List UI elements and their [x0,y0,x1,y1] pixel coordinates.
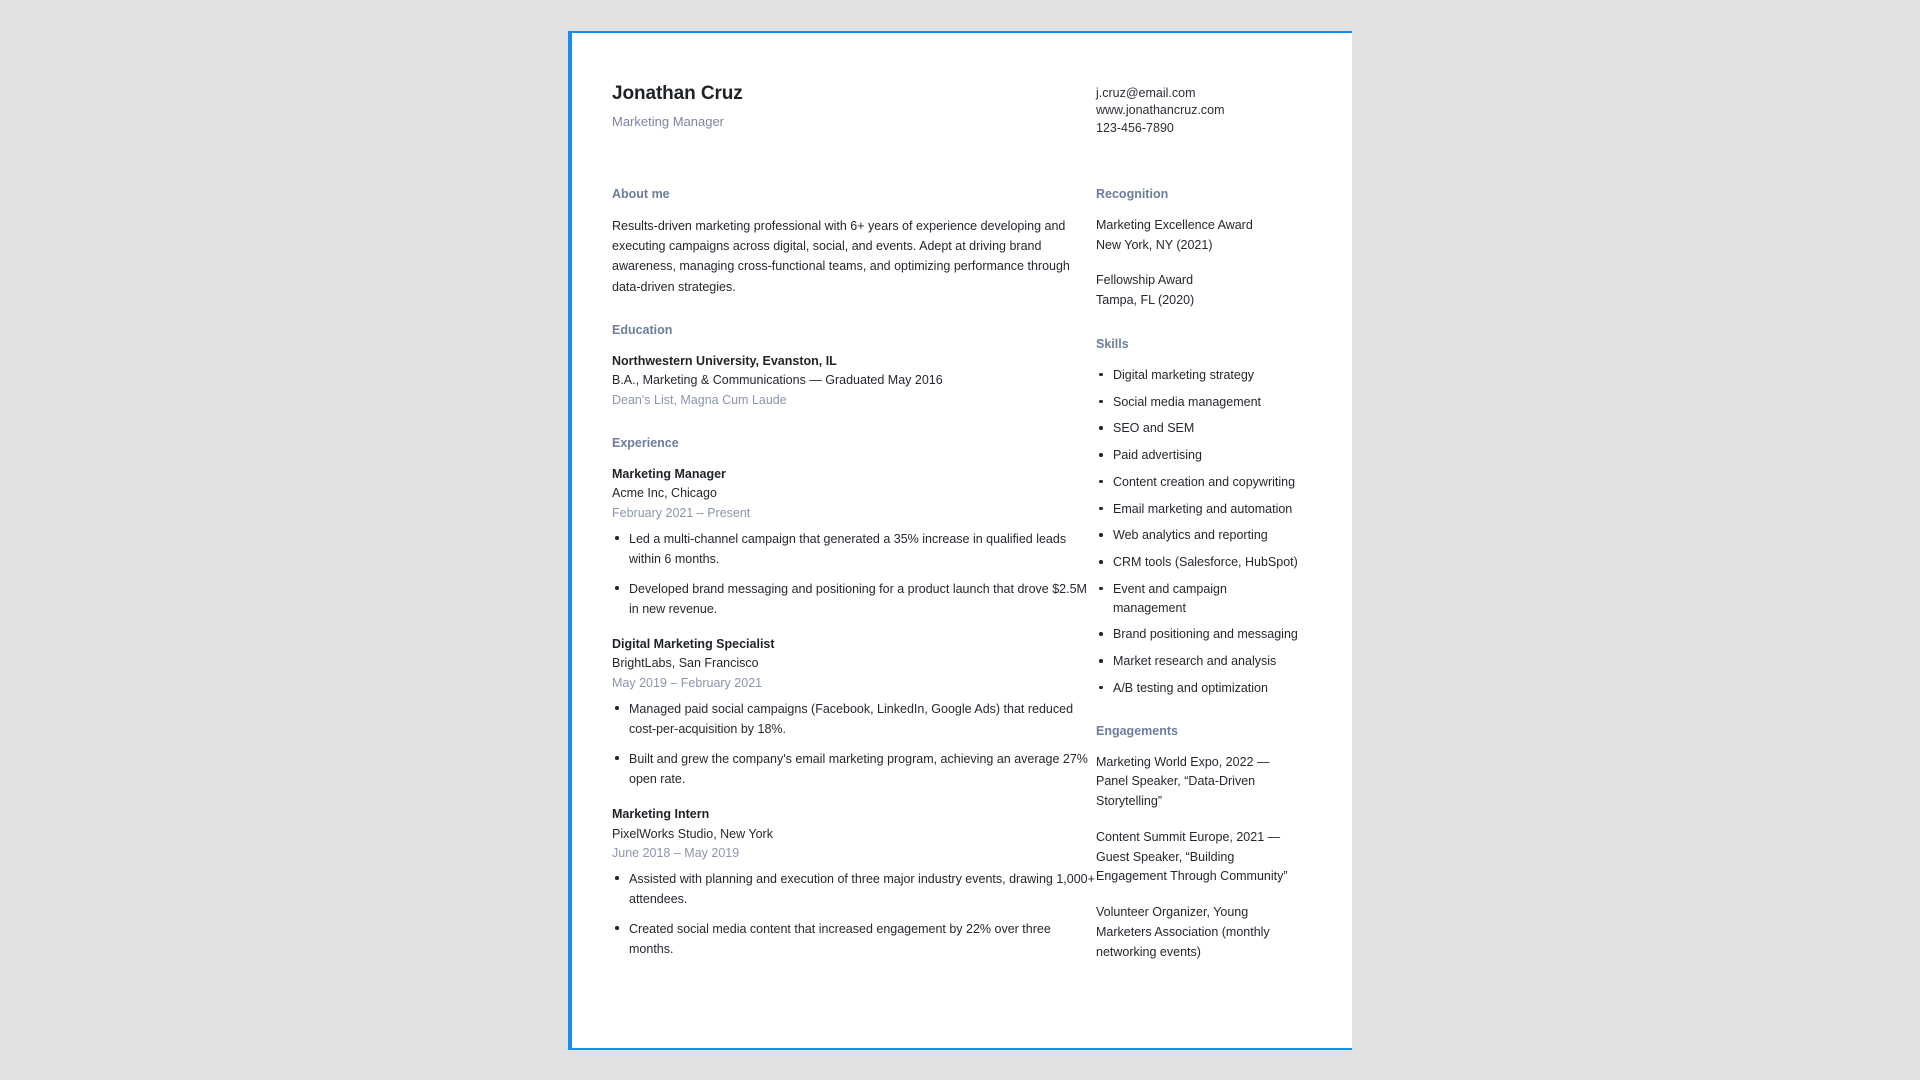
experience-entry [612,805,1096,959]
resume-content [572,33,1352,1048]
skill-item [1096,526,1300,545]
bullet-dot-icon [1099,587,1103,591]
experience-bullet-text: Created social media content that increased engagement by 22% over three months. [629,922,1051,957]
experience-company: BrightLabs, San Francisco [612,656,759,671]
person-job-title: Marketing Manager [612,113,724,129]
section-heading-about-me: About me [612,186,670,201]
header-contact-block [1096,83,1300,137]
skill-label: Brand positioning and messaging [1113,627,1298,642]
skill-item [1096,500,1300,519]
experience-bullet-text: Led a multi-channel campaign that generated a 35% increase in qualified leads within 6 months. [629,532,1067,566]
section-engagements [1096,724,1300,963]
experience-bullet [612,869,1096,909]
skill-label: Digital marketing strategy [1113,367,1255,382]
section-heading-education: Education [612,322,673,337]
bullet-dot-icon [1099,507,1103,511]
bullet-dot-icon [1099,453,1103,457]
skill-item [1096,625,1300,644]
experience-bullet-text: Built and grew the company's email marketing program, achieving an average 27% open rate. [629,752,1088,787]
skill-label: Paid advertising [1113,448,1202,462]
skill-item [1096,393,1300,412]
recognition-award: Marketing Excellence Award [1096,217,1253,232]
recognition-location: New York, NY (2021) [1096,237,1213,252]
recognition-location: Tampa, FL (2020) [1096,293,1195,307]
experience-dates: February 2021 – Present [612,505,751,520]
engagement-entry: Content Summit Europe, 2021 — Guest Speaker, “Building Engagement Through Community” [1096,829,1288,884]
education-honors: Dean's List, Magna Cum Laude [612,392,787,407]
skill-item [1096,366,1300,385]
experience-bullet [612,749,1096,789]
right-column [1096,187,1300,963]
experience-bullet-text: Developed brand messaging and positioning for a product launch that drove $2.5M in new revenue. [629,582,1087,616]
about-me-text: Results-driven marketing professional with 6+ years of experience developing and executing campaigns across digital, social, and events. Adept at driving brand awareness, managing cross-functional teams, and optimizing performance through data-driven strategies. [612,218,1070,294]
experience-bullet [612,919,1096,959]
bullet-dot-icon [1099,533,1103,537]
skill-item [1096,553,1300,572]
experience-bullet-list [612,699,1096,789]
bullet-dot-icon [615,706,619,710]
person-name: Jonathan Cruz [612,83,743,104]
engagement-entry: Marketing World Expo, 2022 — Panel Speaker, “Data-Driven Storytelling” [1096,754,1270,808]
skill-label: Web analytics and reporting [1113,528,1268,543]
section-heading-experience: Experience [612,435,679,450]
section-heading-recognition: Recognition [1096,186,1169,201]
skill-label: Market research and analysis [1113,654,1277,668]
experience-bullet [612,699,1096,739]
left-column [612,187,1096,960]
resume-header [612,83,1300,137]
section-experience [612,436,1096,959]
skill-label: Social media management [1113,394,1261,409]
section-recognition [1096,187,1300,311]
resume-columns [612,187,1300,963]
engagement-entry: Volunteer Organizer, Young Marketers Association (monthly networking events) [1096,905,1270,959]
skill-label: CRM tools (Salesforce, HubSpot) [1113,555,1298,569]
experience-bullet-text: Assisted with planning and execution of three major industry events, drawing 1,000+ attendees. [629,872,1095,907]
bullet-dot-icon [615,926,619,930]
experience-role: Marketing Intern [612,807,710,822]
section-about-me [612,187,1096,297]
skills-list [1096,366,1300,698]
experience-bullet-list [612,529,1096,619]
experience-dates: May 2019 – February 2021 [612,675,763,690]
education-school: Northwestern University, Evanston, IL [612,353,837,368]
skill-item [1096,679,1300,698]
resume-document-page [568,31,1352,1050]
bullet-dot-icon [615,876,619,880]
education-entry [612,352,1096,410]
bullet-dot-icon [1099,659,1103,663]
contact-email[interactable]: j.cruz@email.com [1096,86,1196,100]
skill-item [1096,580,1300,618]
experience-bullet-list [612,869,1096,959]
skill-item [1096,652,1300,671]
experience-bullet [612,529,1096,569]
skill-label: A/B testing and optimization [1113,680,1268,695]
recognition-entry [1096,271,1300,311]
bullet-dot-icon [615,756,619,760]
bullet-dot-icon [1099,686,1103,690]
experience-company: Acme Inc, Chicago [612,486,717,501]
bullet-dot-icon [1099,400,1103,404]
skill-label: Email marketing and automation [1113,501,1293,516]
skill-label: SEO and SEM [1113,421,1195,436]
contact-phone[interactable]: 123-456-7890 [1096,120,1174,135]
bullet-dot-icon [1099,426,1103,430]
contact-website[interactable]: www.jonathancruz.com [1096,103,1225,118]
section-skills [1096,337,1300,698]
skill-item [1096,473,1300,492]
experience-company: PixelWorks Studio, New York [612,826,773,841]
section-heading-engagements: Engagements [1096,723,1178,738]
bullet-dot-icon [1099,560,1103,564]
education-degree: B.A., Marketing & Communications — Graduated May 2016 [612,373,943,388]
bullet-dot-icon [615,536,619,540]
section-heading-skills: Skills [1096,336,1129,351]
experience-dates: June 2018 – May 2019 [612,845,740,860]
bullet-dot-icon [1099,632,1103,636]
experience-role: Marketing Manager [612,466,726,481]
bullet-dot-icon [1099,373,1103,377]
experience-bullet-text: Managed paid social campaigns (Facebook, LinkedIn, Google Ads) that reduced cost-per-acquisition by 18%. [629,702,1074,737]
experience-role: Digital Marketing Specialist [612,637,775,651]
skill-label: Event and campaign management [1113,581,1227,615]
experience-entry [612,465,1096,619]
header-identity [612,83,1096,131]
skill-label: Content creation and copywriting [1113,474,1296,489]
skill-item [1096,419,1300,438]
experience-entry [612,635,1096,789]
skill-item [1096,446,1300,465]
bullet-dot-icon [615,586,619,590]
section-education [612,323,1096,410]
recognition-entry [1096,216,1300,256]
recognition-award: Fellowship Award [1096,273,1194,288]
experience-bullet [612,579,1096,619]
bullet-dot-icon [1099,480,1103,484]
